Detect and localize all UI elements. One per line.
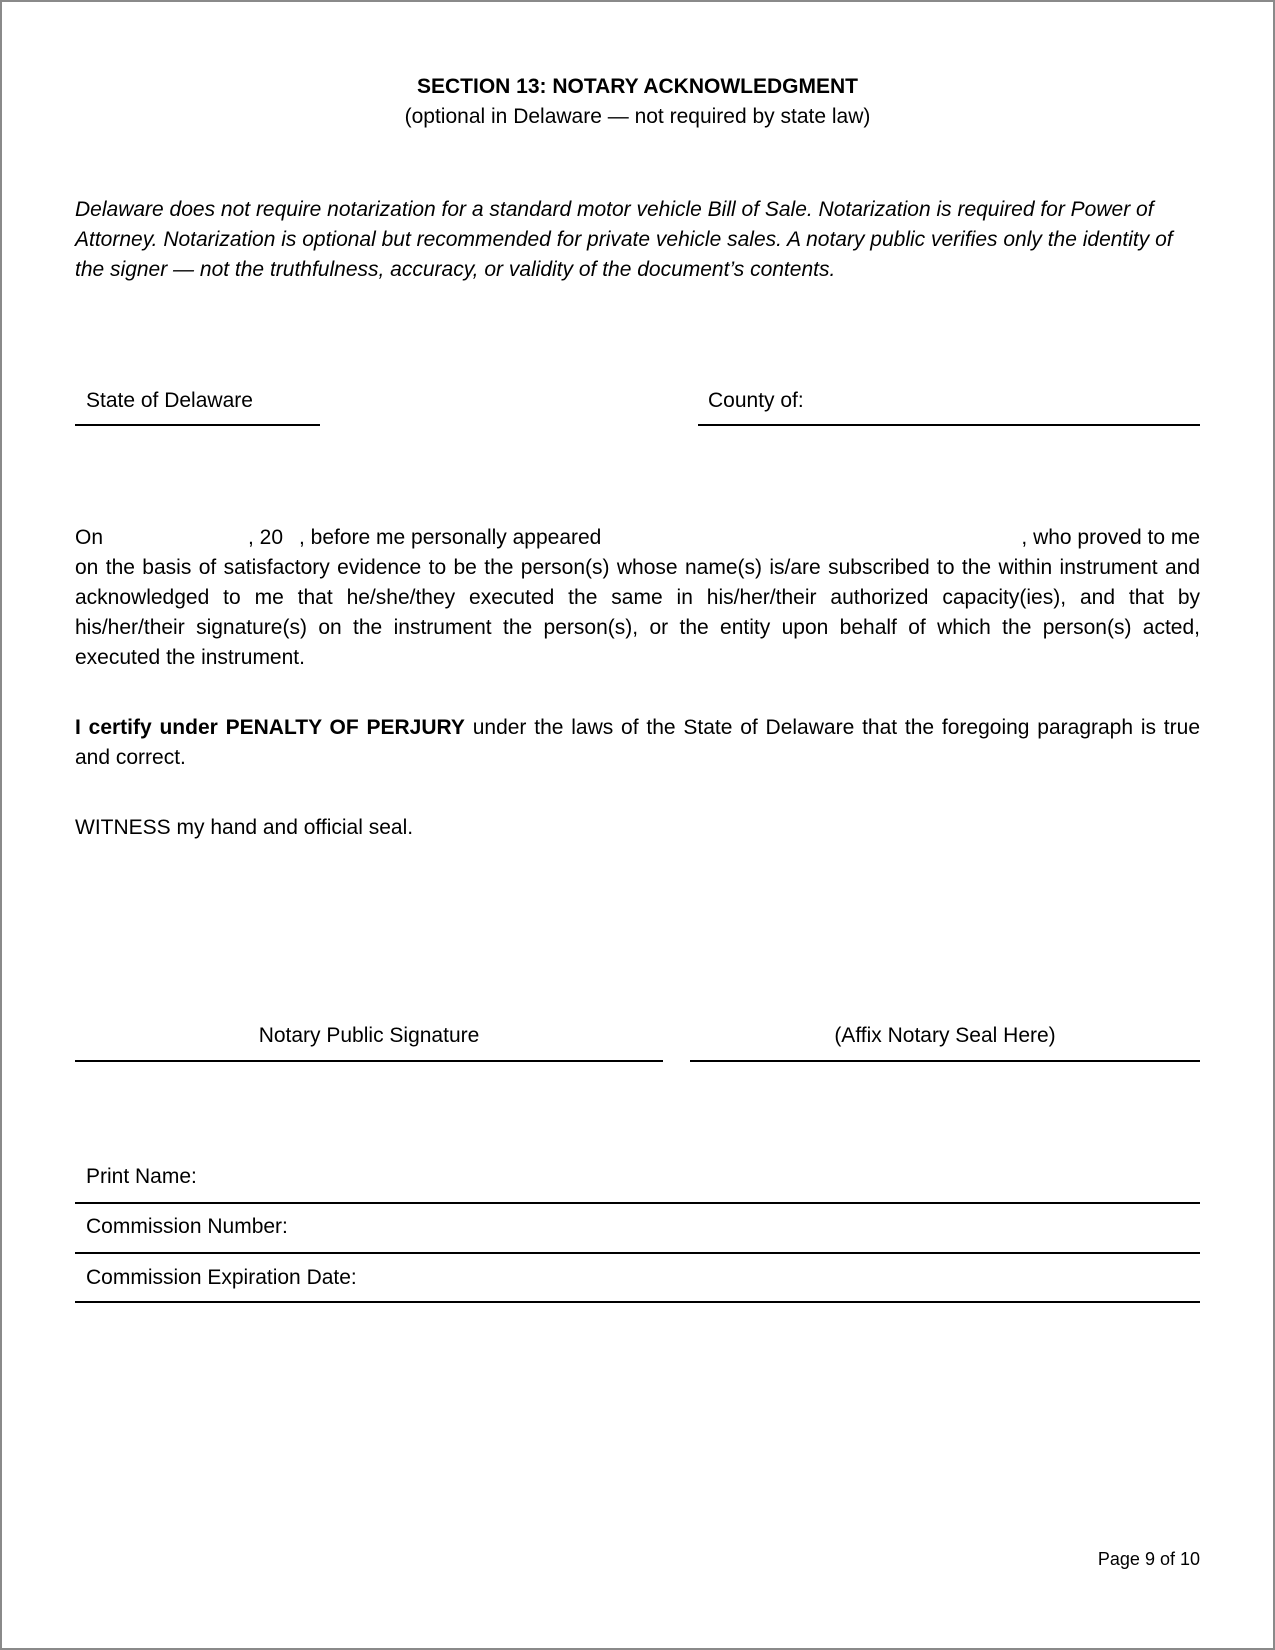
print-name-field[interactable] — [75, 1150, 1200, 1204]
commission-expiration-field[interactable] — [75, 1252, 1200, 1303]
notary-signature-field[interactable] — [75, 1000, 663, 1062]
commission-expiration-label: Commission Expiration Date: — [86, 1266, 357, 1289]
certify-rest: under the laws of the State of Delaware that the foregoing paragraph is true and correct. — [75, 716, 1200, 769]
page-number: Page 9 of 10 — [1097, 1549, 1200, 1569]
appeared-text: , before me personally appeared — [299, 526, 602, 549]
acknowledgment-paragraph — [75, 523, 1200, 673]
print-name-label: Print Name: — [86, 1165, 197, 1188]
section-subtitle: (optional in Delaware — not required by state law) — [404, 105, 871, 128]
certify-paragraph — [75, 713, 1200, 773]
proved-text: , who proved to me — [1021, 526, 1200, 549]
on-text: On — [75, 526, 104, 549]
commission-number-label: Commission Number: — [86, 1215, 288, 1238]
intro-paragraph: Delaware does not require notarization for a standard motor vehicle Bill of Sale. Notarization is required for Power of Attorney. Notarization is optional but recommended for private vehicle sales. A notary public verifies only the identity of the signer — not the truthfulness, accuracy, or validity of the document’s contents. — [75, 198, 1173, 281]
notary-seal-label: (Affix Notary Seal Here) — [834, 1024, 1056, 1047]
acknowledgment-body: on the basis of satisfactory evidence to be the person(s) whose name(s) is/are subscribed to the within instrument and acknowledged to me that he/she/they executed the same in his/her/their authorized capacity(ies), and that by his/her/their signature(s) on the instrument the person(s), or the entity upon behalf of which the person(s) acted, executed the instrument. — [75, 556, 1200, 669]
section-title: SECTION 13: NOTARY ACKNOWLEDGMENT — [416, 75, 858, 98]
commission-number-field[interactable] — [75, 1202, 1200, 1254]
acknowledgment-first-line — [75, 523, 1200, 553]
state-label: State of Delaware — [86, 389, 253, 412]
notary-seal-field[interactable] — [690, 1000, 1200, 1062]
notary-signature-label: Notary Public Signature — [258, 1024, 480, 1047]
year-text: , 20 — [248, 526, 284, 549]
certify-bold: I certify under PENALTY OF PERJURY — [75, 716, 465, 739]
county-field[interactable] — [698, 362, 1200, 426]
person-name-blank[interactable] — [630, 523, 1070, 549]
county-label: County of: — [708, 389, 804, 412]
witness-line: WITNESS my hand and official seal. — [75, 816, 414, 839]
date-blank[interactable] — [117, 523, 317, 549]
state-field[interactable] — [75, 362, 320, 426]
